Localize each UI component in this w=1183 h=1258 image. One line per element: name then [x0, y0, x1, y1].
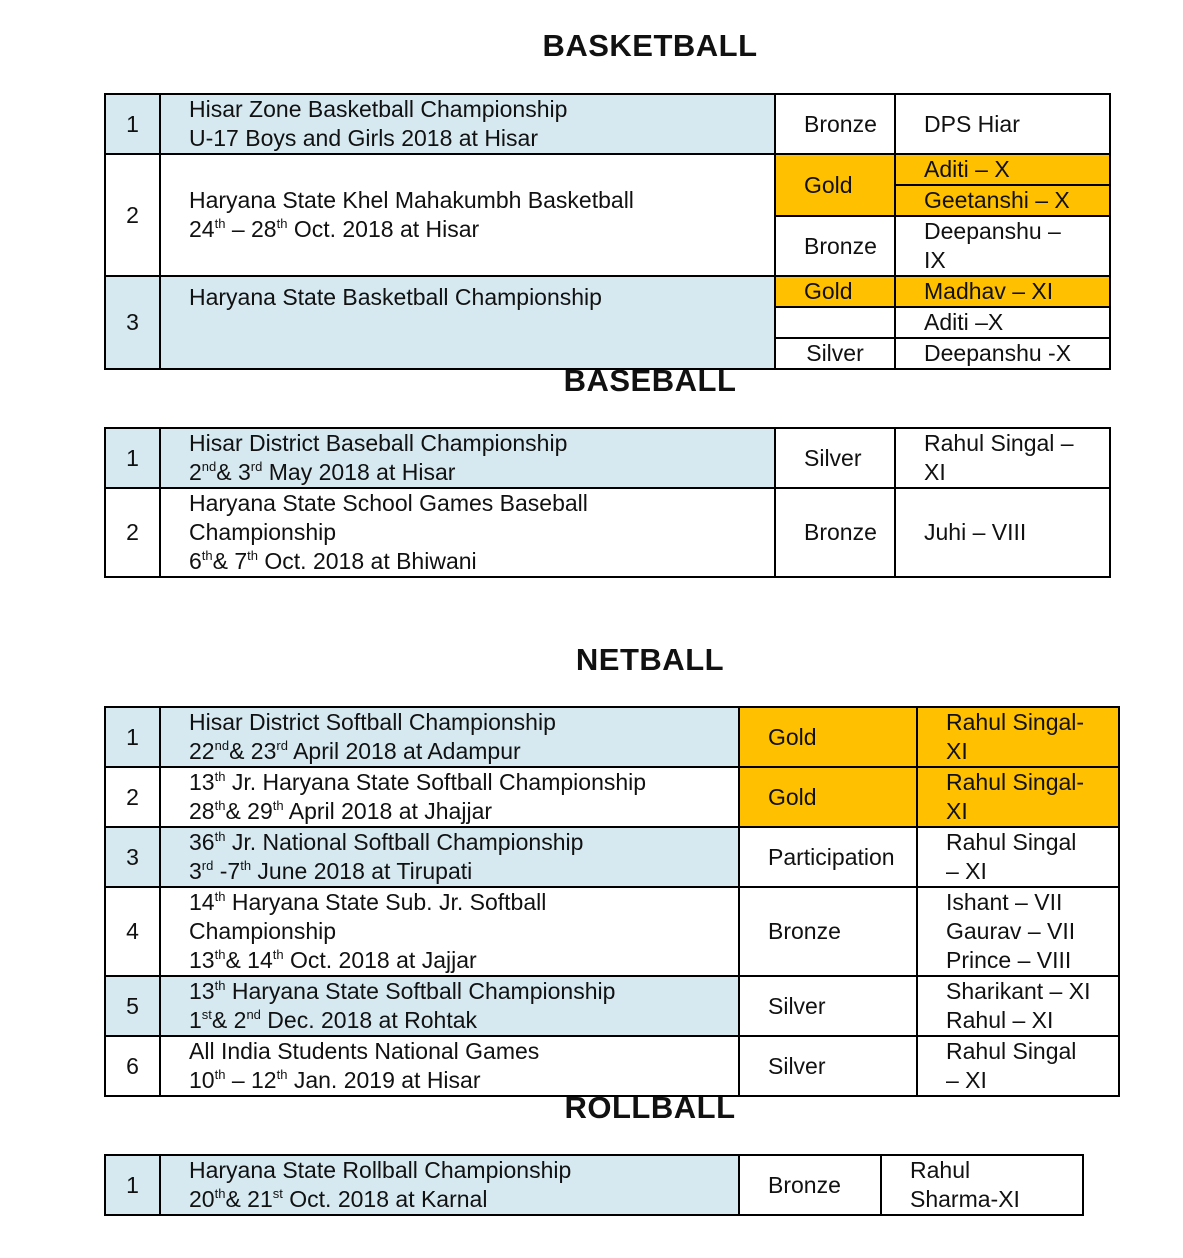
table-row	[105, 767, 1119, 827]
table-row	[105, 707, 1119, 767]
medal-cell: Bronze	[739, 1155, 881, 1215]
section-heading-basketball: BASKETBALL	[542, 28, 758, 63]
event-cell: 14th Haryana State Sub. Jr. Softball Championship 13th& 14th Oct. 2018 at Jajjar	[160, 887, 739, 976]
medal-cell: Gold	[739, 767, 917, 827]
event-cell: Haryana State Rollball Championship 20th& 21st Oct. 2018 at Karnal	[160, 1155, 739, 1215]
medal-cell: Participation	[739, 827, 917, 887]
medal-cell: Bronze	[775, 216, 895, 276]
row-number: 2	[105, 488, 160, 577]
section-heading-rollball: ROLLBALL	[564, 1090, 736, 1125]
event-cell: Haryana State Khel Mahakumbh Basketball 24th – 28th Oct. 2018 at Hisar	[160, 154, 775, 276]
event-cell: Hisar Zone Basketball Championship U-17 Boys and Girls 2018 at Hisar	[160, 94, 775, 154]
winner-cell: Deepanshu – IX	[895, 216, 1110, 276]
event-cell: Haryana State School Games Baseball Championship 6th& 7th Oct. 2018 at Bhiwani	[160, 488, 775, 577]
winner-cell: Madhav – XI	[895, 276, 1110, 307]
event-cell: Hisar District Baseball Championship 2nd& 3rd May 2018 at Hisar	[160, 428, 775, 488]
winner-cell: DPS Hiar	[895, 94, 1110, 154]
section-heading-baseball: BASEBALL	[563, 363, 737, 398]
table-row	[105, 1155, 1083, 1215]
medal-cell: Silver	[775, 428, 895, 488]
row-number: 2	[105, 154, 160, 276]
row-number: 3	[105, 276, 160, 369]
section-heading-netball: NETBALL	[575, 642, 725, 677]
medal-cell: Silver	[739, 976, 917, 1036]
row-number: 3	[105, 827, 160, 887]
winner-cell: Rahul Singal- XI	[917, 767, 1119, 827]
winner-cell: Aditi – X	[895, 154, 1110, 185]
table-row	[105, 276, 1110, 307]
medal-cell: Silver	[775, 338, 895, 369]
row-number: 4	[105, 887, 160, 976]
medal-cell: Bronze	[739, 887, 917, 976]
row-number: 6	[105, 1036, 160, 1096]
event-cell: 36th Jr. National Softball Championship 3rd -7th June 2018 at Tirupati	[160, 827, 739, 887]
medal-cell: Gold	[775, 154, 895, 216]
baseball-table	[104, 427, 1111, 578]
table-row	[105, 154, 1110, 185]
basketball-table	[104, 93, 1111, 370]
event-cell: All India Students National Games 10th – 12th Jan. 2019 at Hisar	[160, 1036, 739, 1096]
medal-cell	[775, 307, 895, 338]
event-cell: 13th Jr. Haryana State Softball Championship 28th& 29th April 2018 at Jhajjar	[160, 767, 739, 827]
row-number: 1	[105, 94, 160, 154]
medal-cell: Bronze	[775, 94, 895, 154]
table-row	[105, 488, 1110, 577]
table-row	[105, 887, 1119, 976]
winner-cell: Rahul Singal- XI	[917, 707, 1119, 767]
winner-cell: Deepanshu -X	[895, 338, 1110, 369]
medal-cell: Bronze	[775, 488, 895, 577]
winner-cell: Rahul Singal – XI	[917, 827, 1119, 887]
netball-table	[104, 706, 1120, 1097]
event-cell: Haryana State Basketball Championship	[160, 276, 775, 369]
winner-cell: Rahul Singal – XI	[895, 428, 1110, 488]
event-cell: Hisar District Softball Championship 22nd& 23rd April 2018 at Adampur	[160, 707, 739, 767]
rollball-table	[104, 1154, 1084, 1216]
table-row	[105, 827, 1119, 887]
event-cell: 13th Haryana State Softball Championship 1st& 2nd Dec. 2018 at Rohtak	[160, 976, 739, 1036]
row-number: 5	[105, 976, 160, 1036]
row-number: 1	[105, 428, 160, 488]
winner-cell: Rahul Sharma-XI	[881, 1155, 1083, 1215]
winner-cell: Aditi –X	[895, 307, 1110, 338]
winner-cell: Ishant – VII Gaurav – VII Prince – VIII	[917, 887, 1119, 976]
table-row	[105, 1036, 1119, 1096]
winner-cell: Rahul Singal – XI	[917, 1036, 1119, 1096]
medal-cell: Silver	[739, 1036, 917, 1096]
medal-cell: Gold	[739, 707, 917, 767]
winner-cell: Juhi – VIII	[895, 488, 1110, 577]
row-number: 1	[105, 1155, 160, 1215]
medal-cell: Gold	[775, 276, 895, 307]
row-number: 2	[105, 767, 160, 827]
winner-cell: Geetanshi – X	[895, 185, 1110, 216]
table-row	[105, 428, 1110, 488]
winner-cell: Sharikant – XI Rahul – XI	[917, 976, 1119, 1036]
table-row	[105, 976, 1119, 1036]
row-number: 1	[105, 707, 160, 767]
table-row	[105, 94, 1110, 154]
